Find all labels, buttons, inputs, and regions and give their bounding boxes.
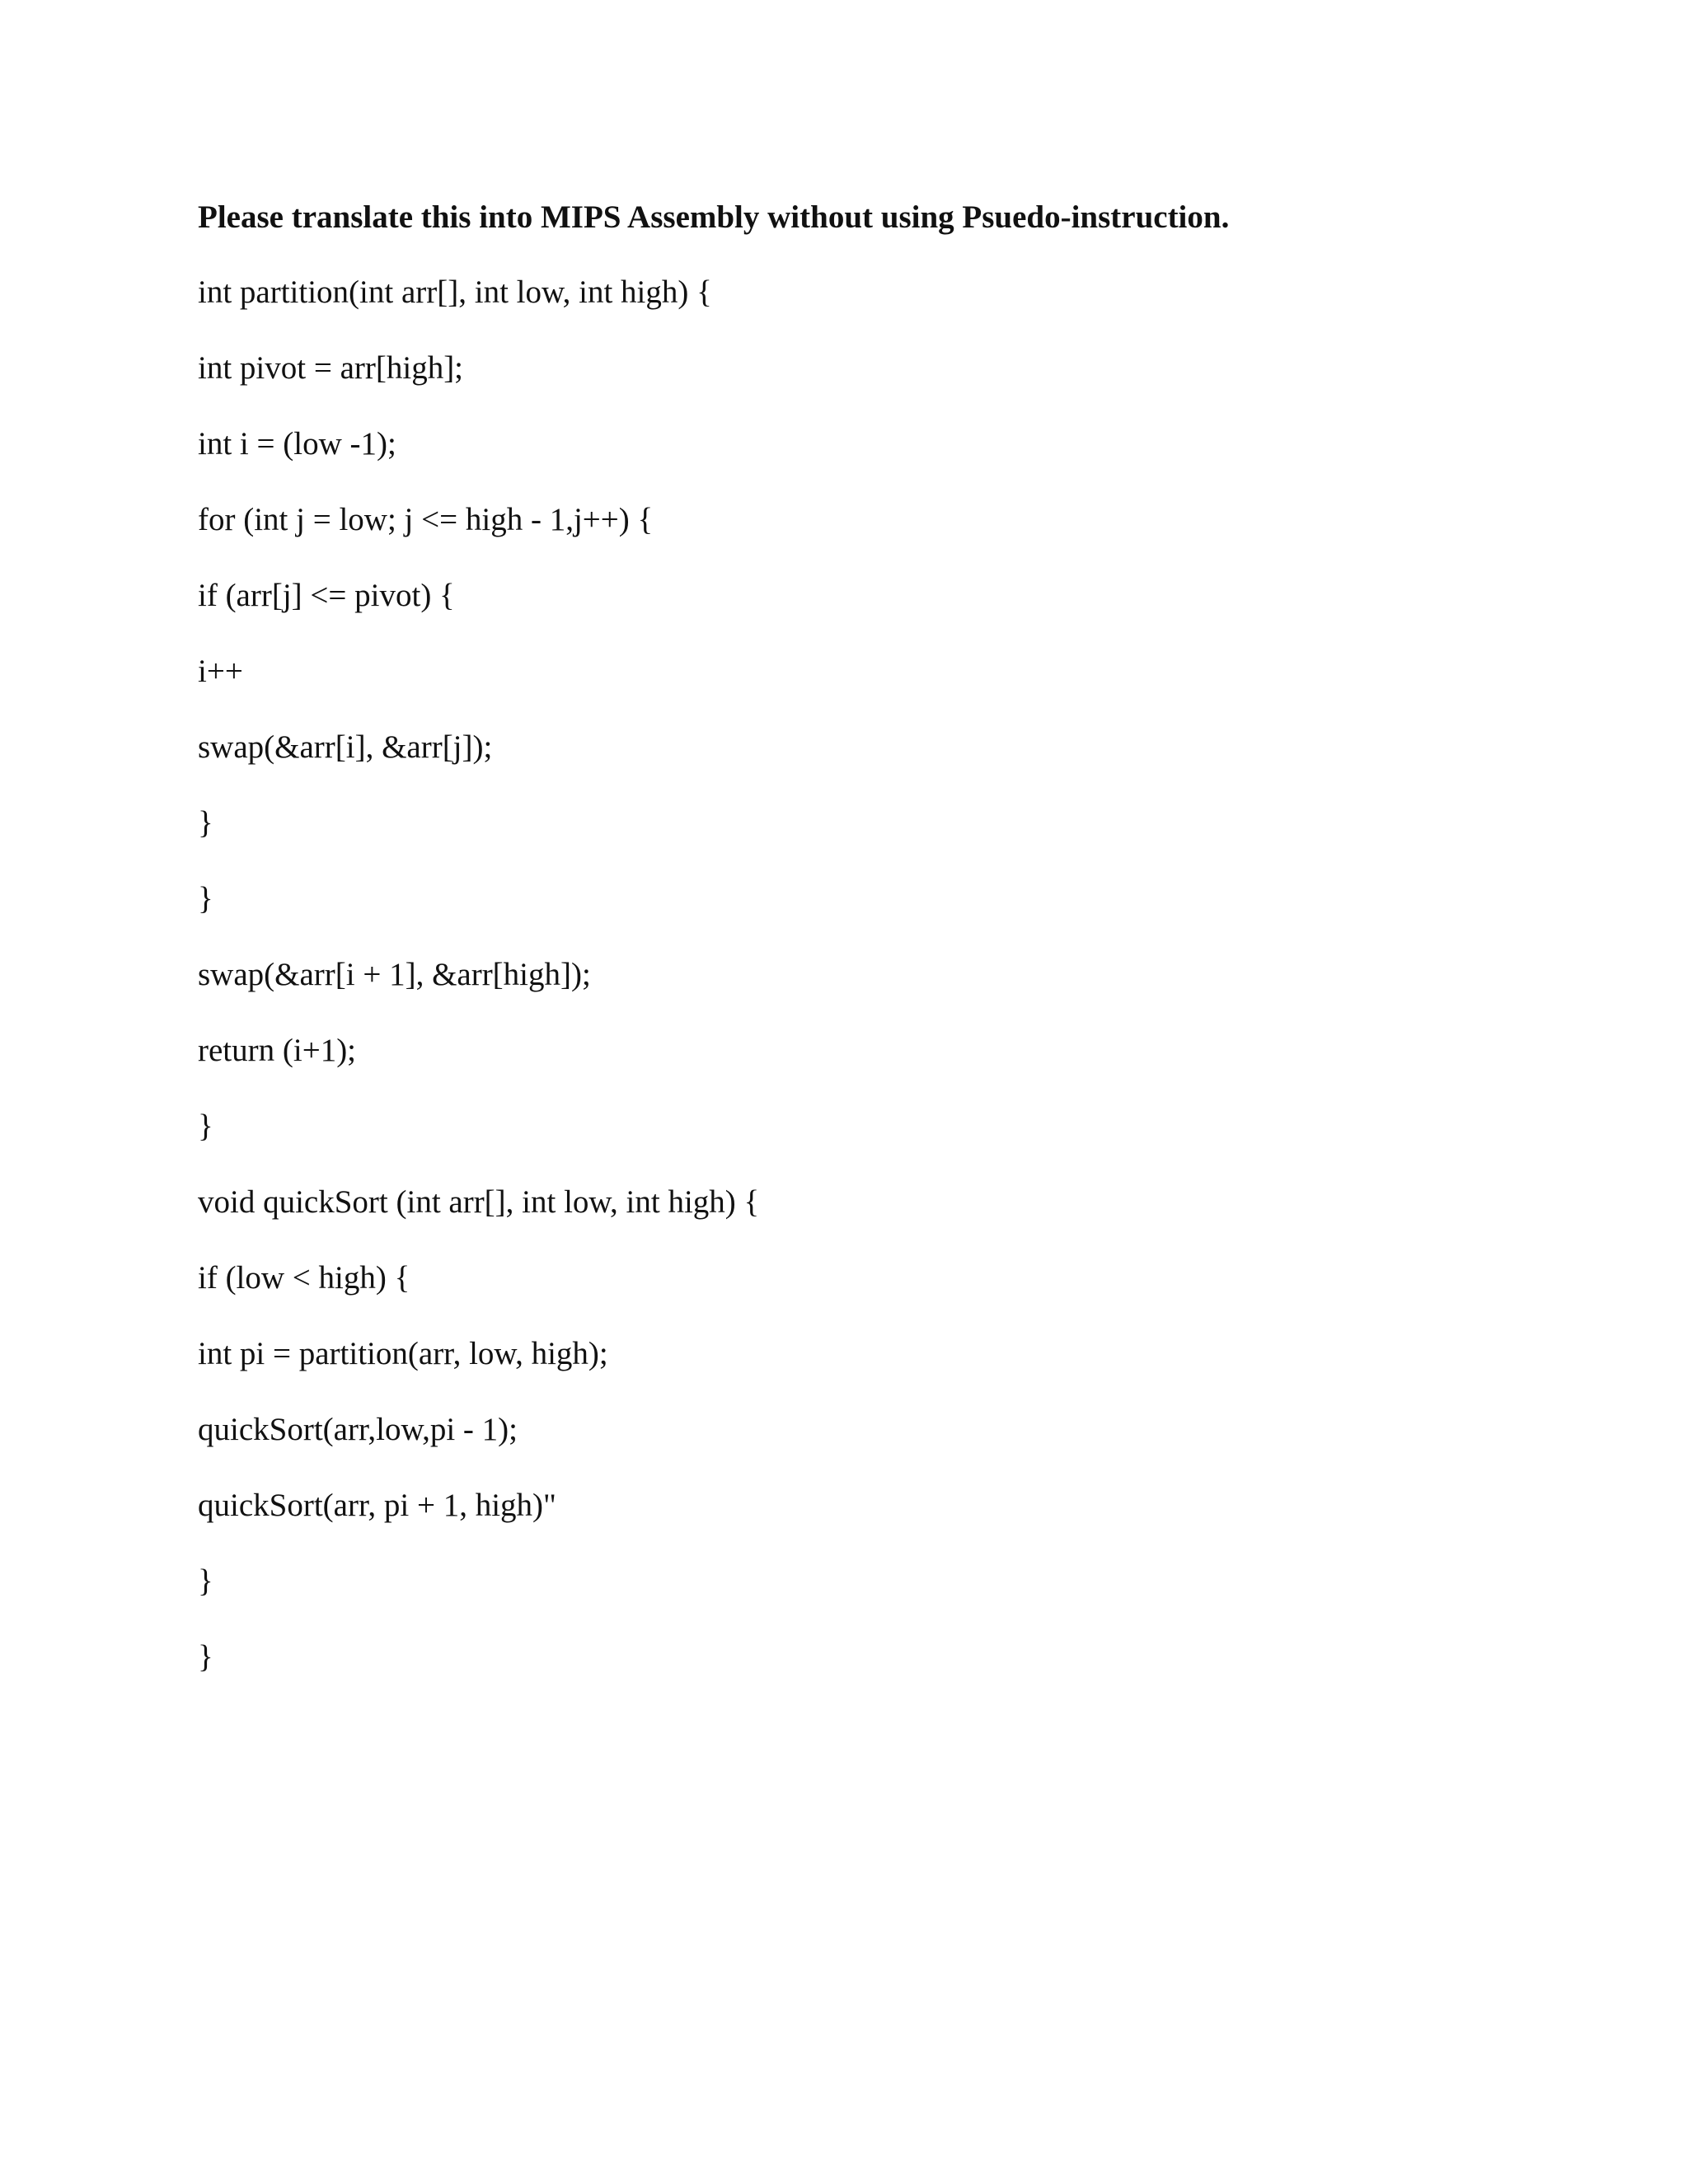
code-line: int pivot = arr[high];: [198, 350, 464, 386]
code-line: }: [198, 805, 213, 841]
code-line: void quickSort (int arr[], int low, int high) {: [198, 1184, 760, 1220]
code-line: if (arr[j] <= pivot) {: [198, 578, 455, 613]
code-line: swap(&arr[i], &arr[j]);: [198, 729, 493, 765]
document-heading: Please translate this into MIPS Assembly without using Psuedo-instruction.: [198, 199, 1230, 235]
code-line: }: [198, 1563, 213, 1599]
code-line: i++: [198, 654, 243, 689]
code-line: swap(&arr[i + 1], &arr[high]);: [198, 957, 591, 992]
code-line: }: [198, 1639, 213, 1675]
code-line: int pi = partition(arr, low, high);: [198, 1336, 608, 1371]
code-line: int partition(int arr[], int low, int high) {: [198, 274, 712, 310]
code-line: if (low < high) {: [198, 1260, 410, 1296]
code-line: quickSort(arr,low,pi - 1);: [198, 1412, 518, 1447]
code-line: }: [198, 1108, 213, 1144]
code-line: }: [198, 881, 213, 916]
code-line: int i = (low -1);: [198, 426, 396, 462]
code-line: quickSort(arr, pi + 1, high)": [198, 1488, 556, 1523]
code-line: return (i+1);: [198, 1033, 357, 1068]
code-listing: [198, 269, 759, 1710]
code-line: for (int j = low; j <= high - 1,j++) {: [198, 502, 654, 537]
